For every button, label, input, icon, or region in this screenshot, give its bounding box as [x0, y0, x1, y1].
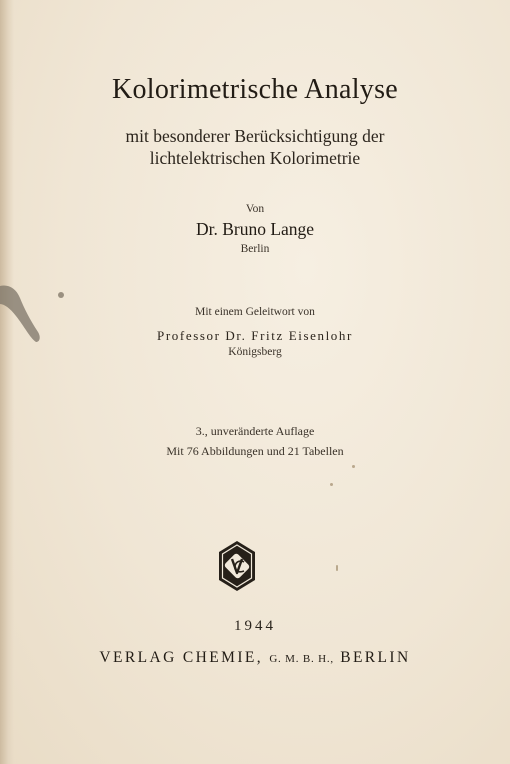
publisher-city: BERLIN: [340, 649, 411, 666]
book-subtitle-line-1: mit besonderer Berücksichtigung der: [125, 126, 385, 146]
book-subtitle-line-2: lichtelektrischen Kolorimetrie: [149, 148, 361, 168]
book-title: Kolorimetrische Analyse: [111, 74, 399, 105]
foreword-label: Mit einem Geleitwort von: [195, 306, 315, 318]
publisher-name: VERLAG CHEMIE,: [99, 649, 264, 666]
publisher-company-form: G. M. B. H.,: [269, 653, 334, 665]
verlag-chemie-hexagon-monogram-icon: [218, 540, 256, 592]
foreword-author: Professor Dr. Fritz Eisenlohr: [157, 328, 353, 343]
paper-speck: [58, 292, 64, 298]
paper-speck: [352, 465, 355, 468]
author-name: Dr. Bruno Lange: [195, 219, 315, 239]
author-city: Berlin: [240, 243, 270, 255]
by-label: Von: [245, 203, 265, 215]
publication-year: 1944: [234, 618, 276, 634]
edition-note: 3., unveränderte Auflage: [195, 424, 315, 438]
foreword-author-city: Königsberg: [228, 346, 282, 358]
publisher-line: [0, 649, 510, 667]
figures-tables-note: Mit 76 Abbildungen und 21 Tabellen: [166, 444, 344, 458]
paper-speck: [336, 565, 338, 571]
paper-speck: [330, 483, 333, 486]
